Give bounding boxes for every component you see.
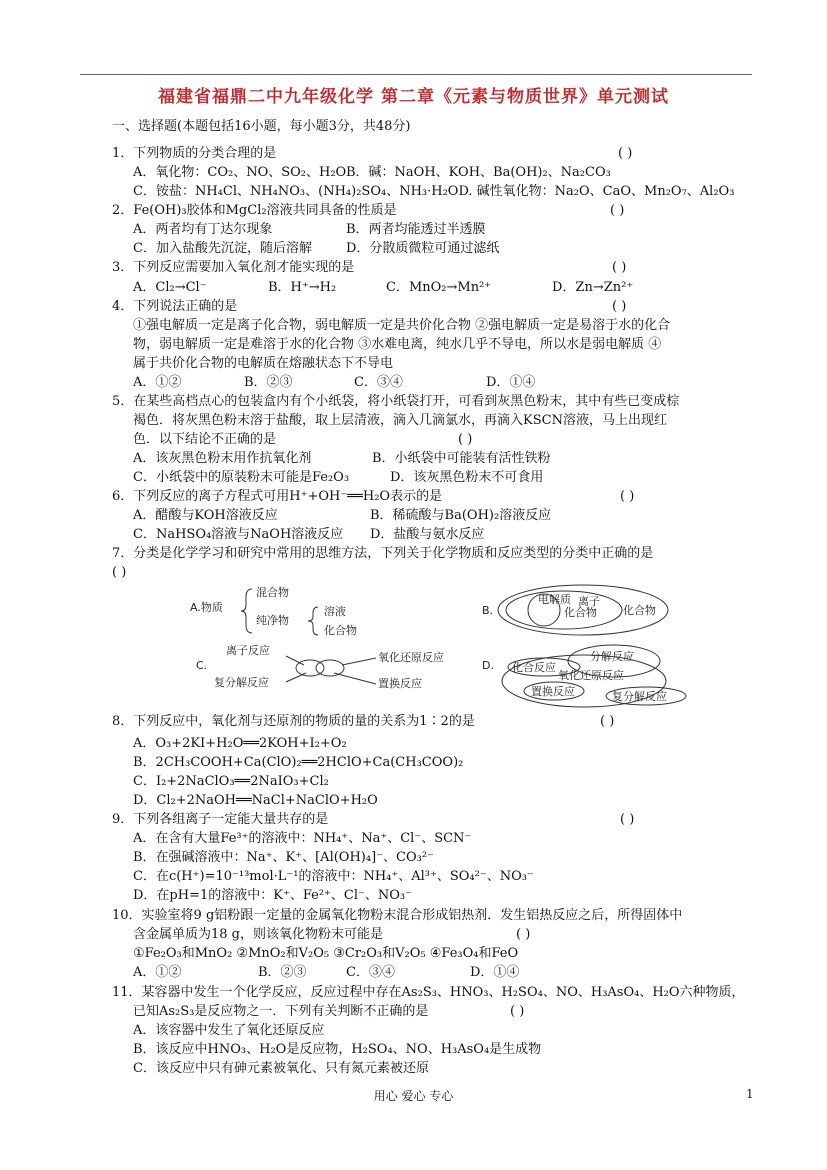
fig-a-compound: 化合物 [324, 624, 357, 637]
q3-stem: 3．下列反应需要加入氧化剂才能实现的是 [112, 260, 355, 275]
q1-option-a: A．氧化物：CO₂、NO、SO₂、H₂O [133, 165, 347, 180]
q11-answer-bracket: ( ) [510, 1004, 525, 1019]
q5-option-a: A．该灰黑色粉末用作抗氧化剂 [133, 451, 312, 466]
q10-option-c: C．③④ [346, 965, 395, 980]
fig-c-redox: 氧化还原反应 [378, 651, 444, 664]
q5-stem-line-3: 色．以下结论不正确的是 [133, 432, 277, 447]
fig-b-ionic: 离子 [578, 595, 600, 608]
fig-b-ionic-compound: 化合物 [564, 606, 597, 619]
q9-option-d: D．在pH=1的溶液中：K⁺、Fe²⁺、Cl⁻、NO₃⁻ [133, 888, 412, 903]
q6-answer-bracket: ( ) [620, 489, 635, 504]
q8-option-c: C．I₂+2NaClO₃══2NaIO₃+Cl₂ [133, 774, 329, 789]
q10-option-a: A．①② [133, 965, 182, 980]
q1-option-c: C．铵盐：NH₄Cl、NH₄NO₃、(NH₄)₂SO₄、NH₃·H₂OD. 碱性氧化物：Na₂O、CaO、Mn₂O₇、Al₂O₃ [133, 184, 735, 199]
fig-c-leader-4 [334, 673, 376, 684]
q11-option-c: C．该反应中只有砷元素被氧化、只有氮元素被还原 [133, 1061, 429, 1076]
q10-option-d: D．①④ [470, 965, 520, 980]
q8-option-b: B．2CH₃COOH+Ca(ClO)₂══2HClO+Ca(CH₃COO)₂ [133, 755, 464, 770]
fig-c-ellipse-right [316, 660, 344, 676]
q10-answer-bracket: ( ) [516, 927, 531, 942]
q2-answer-bracket: ( ) [610, 203, 625, 218]
fig-a-mixture: 混合物 [256, 586, 289, 599]
page-number: 1 [746, 1087, 754, 1101]
q4-statement-line-1: ①强电解质一定是离子化合物，弱电解质一定是共价化合物 ②强电解质一定是易溶于水的化合 [133, 318, 671, 333]
q8-option-a: A．O₃+2KI+H₂O══2KOH+I₂+O₂ [133, 736, 347, 751]
q4-answer-bracket: ( ) [612, 299, 627, 314]
q3-answer-bracket: ( ) [612, 260, 627, 275]
q9-answer-bracket: ( ) [620, 812, 635, 827]
q4-option-a: A．①② [133, 375, 182, 390]
fig-c-leader-3 [342, 658, 376, 665]
q4-option-d: D．①④ [486, 375, 536, 390]
q5-option-b: B．小纸袋中可能装有活性铁粉 [372, 451, 551, 466]
fig-c-leader-1 [286, 656, 304, 665]
fig-c-leader-2 [286, 673, 306, 682]
q3-option-d: D．Zn→Zn²⁺ [552, 280, 634, 295]
q8-option-d: D．Cl₂+2NaOH══NaCl+NaClO+H₂O [133, 793, 378, 808]
q1-stem: 1．下列物质的分类合理的是 [112, 146, 277, 161]
q6-option-d: D．盐酸与氨水反应 [370, 527, 485, 542]
fig-a-solution: 溶液 [324, 605, 346, 618]
q10-option-b: B．②③ [258, 965, 307, 980]
page-title: 福建省福鼎二中九年级化学 第二章《元素与物质世界》单元测试 [158, 87, 669, 107]
q5-option-c: C．小纸袋中的原装粉末可能是Fe₂O₃ [133, 470, 350, 485]
q5-answer-bracket: ( ) [458, 432, 473, 447]
q11-option-a: A．该容器中发生了氧化还原反应 [133, 1023, 325, 1038]
fig-b-label: B. [482, 604, 494, 617]
q4-option-b: B．②③ [244, 375, 293, 390]
q1-answer-bracket: ( ) [618, 146, 633, 161]
q5-option-d: D．该灰黑色粉末不可食用 [390, 470, 544, 485]
q9-option-b: B．在强碱溶液中：Na⁺、K⁺、[Al(OH)₄]⁻、CO₃²⁻ [133, 850, 434, 865]
q7-classification-figure [186, 583, 696, 708]
q3-option-a: A．Cl₂→Cl⁻ [133, 280, 207, 295]
q8-answer-bracket: ( ) [600, 714, 615, 729]
page-footer: 用心 爱心 专心 [373, 1089, 454, 1103]
fig-c-ionic-reaction: 离子反应 [226, 644, 270, 657]
q6-stem: 6．下列反应的离子方程式可用H⁺+OH⁻══H₂O表示的是 [112, 489, 443, 504]
q1-option-b: B．碱：NaOH、KOH、Ba(OH)₂、Na₂CO₃ [346, 165, 611, 180]
fig-c-displacement: 置换反应 [378, 677, 422, 690]
q2-option-b: B．两者均能透过半透膜 [346, 222, 486, 237]
fig-d-label: D. [482, 659, 494, 672]
q7-answer-bracket: ( ) [112, 565, 127, 580]
q6-option-b: B．稀硫酸与Ba(OH)₂溶液反应 [370, 508, 552, 523]
fig-b-compound: 化合物 [623, 604, 656, 617]
q10-stem: 10．实验室将9 g铝粉跟一定量的金属氧化物粉末混合形成铝热剂．发生铝热反应之后，所得固体中 [112, 908, 683, 923]
fig-d-decomposition: 分解反应 [590, 650, 634, 663]
q4-stem: 4．下列说法正确的是 [112, 299, 238, 314]
q6-option-c: C．NaHSO₄溶液与NaOH溶液反应 [133, 527, 344, 542]
header-rule [80, 74, 752, 75]
q2-option-d: D．分散质微粒可通过滤纸 [346, 241, 500, 256]
q3-option-c: C．MnO₂→Mn²⁺ [386, 280, 492, 295]
q5-stem-line-2: 褐色．将灰黑色粉末溶于盐酸，取上层清液，滴入几滴氯水，再滴入KSCN溶液，马上出现红 [133, 413, 667, 428]
fig-d-double-decomp: 复分解反应 [612, 690, 667, 703]
q7-stem: 7．分类是化学学习和研究中常用的思维方法，下列关于化学物质和反应类型的分类中正确的是 [112, 546, 654, 561]
q9-option-c: C．在c(H⁺)=10⁻¹³mol·L⁻¹的溶液中：NH₄⁺、Al³⁺、SO₄²⁻、NO₃⁻ [133, 869, 534, 884]
section-heading: 一、选择题(本题包括16小题，每小题3分，共48分) [112, 119, 411, 134]
fig-d-combination: 化合反应 [512, 661, 556, 674]
q6-option-a: A．醋酸与KOH溶液反应 [133, 508, 278, 523]
q5-stem: 5．在某些高档点心的包装盒内有个小纸袋，将小纸袋打开，可看到灰黑色粉末，其中有些已变成棕 [112, 394, 680, 409]
fig-a-label: A.物质 [190, 601, 223, 614]
q10-stem-line-2: 含金属单质为18 g，则该氧化物粉末可能是 [133, 927, 383, 942]
q2-stem: 2．Fe(OH)₃胶体和MgCl₂溶液共同具备的性质是 [112, 203, 397, 218]
q2-option-c: C．加入盐酸先沉淀，随后溶解 [133, 241, 312, 256]
q9-option-a: A．在含有大量Fe³⁺的溶液中：NH₄⁺、Na⁺、Cl⁻、SCN⁻ [133, 831, 472, 846]
q4-statement-line-2: 物，弱电解质一定是难溶于水的化合物 ③水难电离，纯水几乎不导电，所以水是弱电解质 ④ [133, 337, 662, 352]
q10-choices-line: ①Fe₂O₃和MnO₂ ②MnO₂和V₂O₅ ③Cr₂O₃和V₂O₅ ④Fe₃O₄和FeO [133, 946, 519, 961]
fig-d-redox: 氧化还原反应 [558, 669, 624, 682]
fig-c-label: C. [196, 659, 208, 672]
q11-option-b: B．该反应中HNO₃、H₂O是反应物，H₂SO₄、NO、H₃AsO₄是生成物 [133, 1042, 542, 1057]
fig-a-brace-inner [308, 607, 318, 635]
fig-a-brace-outer [241, 589, 252, 633]
q4-statement-line-3: 属于共价化合物的电解质在熔融状态下不导电 [133, 356, 394, 371]
fig-c-double-decomp: 复分解反应 [214, 676, 269, 689]
q8-stem: 8．下列反应中，氧化剂与还原剂的物质的量的关系为1∶2的是 [112, 714, 475, 729]
q11-stem-line-2: 已知As₂S₃是反应物之一．下列有关判断不正确的是 [133, 1004, 429, 1019]
fig-a-pure: 纯净物 [256, 614, 289, 627]
fig-d-displacement: 置换反应 [531, 685, 575, 698]
q3-option-b: B．H⁺→H₂ [268, 280, 337, 295]
fig-b-electrolyte: 电解质 [538, 593, 571, 606]
q4-option-c: C．③④ [354, 375, 403, 390]
q9-stem: 9．下列各组离子一定能大量共存的是 [112, 812, 329, 827]
q2-option-a: A．两者均有丁达尔现象 [133, 222, 273, 237]
q11-stem: 11．某容器中发生一个化学反应，反应过程中存在As₂S₃、HNO₃、H₂SO₄、NO、H₃AsO₄、H₂O六种物质， [112, 985, 745, 1000]
